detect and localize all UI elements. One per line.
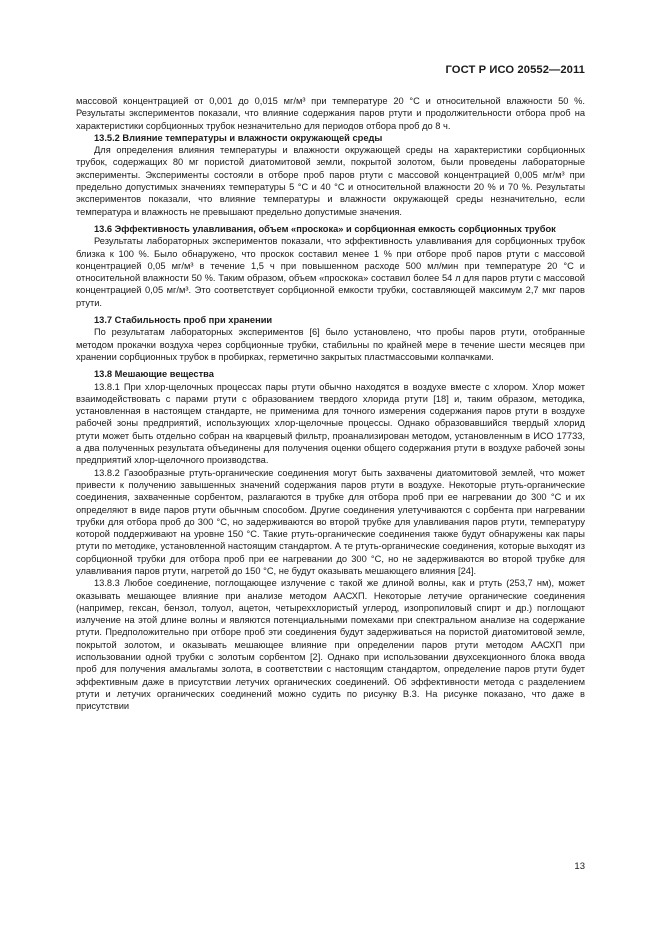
paragraph-sample-stability: По результатам лабораторных экспериментов [6] было установлено, что пробы паров ртути, отобранные методом прокачки воздуха через сорбционные трубки, стабильны по крайней мере в течение шести месяцев при хранении сорбционных трубок в пробирках, герметично закрытых пластмассовыми колпачками. — [76, 327, 585, 362]
paragraph-temperature-humidity: Для определения влияния температуры и влажности окружающей среды на характеристики сорбционных трубок, содержащих 80 мг пористой диатомитовой земли, покрытой золотом, были проведены лабораторные эксперименты. Эксперименты состояли в отборе проб паров ртути с массовой концентрацией 0,005 мг/м³ при предельно допустимых значениях температуры 5 °С и 40 °С и относительной влажности 20 % и 70 %. Результаты экспериментов показали, что влияние температуры и влажности окружающей среды незначительно, если температура и влажность не превышают предельно допустимые значения. — [76, 145, 585, 217]
section-heading-13-7: 13.7 Стабильность проб при хранении — [94, 315, 273, 326]
section-heading-13-8: 13.8 Мешающие вещества — [94, 369, 214, 380]
paragraph-13-8-2: 13.8.2 Газообразные ртуть-органические соединения могут быть захвачены диатомитовой землей, что может привести к получению завышенных значений содержания паров ртути в воздухе. Некоторые ртуть-органические соединения, захваченные сорбентом, разлагаются в трубке для отбора проб при ее нагревании до 300 °С и их определяют в виде паров ртути обычным способом. Другие соединения улетучиваются с сорбента при нагревании трубки для отбора проб до 300 °С, но задерживаются во второй трубке для улавливания паров ртути, температуру которой поддерживают на уровне 150 °С. Такие ртуть-органические соединения также будут обнаружены как пары ртути по методике, установленной настоящим стандартом. А те ртуть-органические соединения, которые выходят из сорбционной трубки для отбора проб при ее нагревании до 300 °С, но не задерживаются во второй трубке для улавливания паров ртути, нагретой до 150 °С, не будут оказывать мешающего влияния [24]. — [76, 467, 585, 576]
paragraph-continuation: массовой концентрацией от 0,001 до 0,015 мг/м³ при температуре 20 °С и относительной влажности 50 %. Результаты экспериментов показали, что влияние содержания паров ртути и продолжительности отбора проб на характеристики сорбционных трубок незначительно для периодов отбора проб до 8 ч. — [76, 96, 585, 131]
section-heading-13-5-2: 13.5.2 Влияние температуры и влажности окружающей среды — [94, 132, 383, 143]
paragraph-13-8-3: 13.8.3 Любое соединение, поглощающее излучение с такой же длиной волны, как и ртуть (253,7 нм), может оказывать мешающее влияние при анализе методом ААСХП. Некоторые летучие органические соединения (например, гексан, бензол, толуол, ацетон, четыреххлористый углерод, изопропиловый спирт и др.) поглощают излучение на этой длине волны и являются потенциальными помехами при спектральном анализе на содержание ртути. Предположительно при отборе проб эти соединения будут задерживаться на пористой диатомитовой земле, покрытой золотом, и оказывать мешающее влияние при определении паров ртути методом ААСХП при использовании одной трубки с золотым сорбентом [2]. Однако при использовании двухсекционного блока ввода проб для получения амальгамы золота, в соответствии с настоящим стандартом, определение паров ртути будет эффективным даже в присутствии летучих органических соединений. Об эффективности метода с разделением ртути и летучих органических соединений можно судить по рисунку В.3. На рисунке показано, что даже в присутствии — [76, 578, 585, 712]
section-heading-13-6: 13.6 Эффективность улавливания, объем «проскока» и сорбционная емкость сорбционных трубок — [94, 223, 556, 234]
page-number: 13 — [574, 861, 585, 872]
main-content — [76, 95, 585, 713]
standard-header: ГОСТ Р ИСО 20552—2011 — [445, 64, 585, 76]
paragraph-capture-efficiency: Результаты лабораторных экспериментов показали, что эффективность улавливания для сорбционных трубок близка к 100 %. Было обнаружено, что проскок составил менее 1 % при отборе проб паров ртути с массовой концентрацией 0,05 мг/м³ в течение 1,5 ч при повышенном расходе 500 мл/мин при температуре 20 °С и относительной влажности 50 %. Таким образом, объем «проскока» составил более 54 л для паров ртути с массовой концентрацией 0,05 мг/м³. Это соответствует сорбционной емкости трубки, составляющей максимум 2,7 мкг паров ртути. — [76, 236, 585, 308]
paragraph-13-8-1: 13.8.1 При хлор-щелочных процессах пары ртути обычно находятся в воздухе вместе с хлором. Хлор может взаимодействовать с парами ртути с образованием твердого хлорида ртути [18] и, таким образом, методика, установленная в настоящем стандарте, не применима для точного измерения содержания паров ртути в воздухе рабочей зоны предприятий, использующих хлор-щелочные процессы. Однако образовавшийся твердый хлорид ртути может быть отдельно собран на кварцевый фильтр, проанализирован методом, установленным в ИСО 17733, а два полученных результата объединены для получения оценки общего содержания ртути в воздухе рабочей зоны предприятий хлор-щелочного производства. — [76, 381, 585, 466]
